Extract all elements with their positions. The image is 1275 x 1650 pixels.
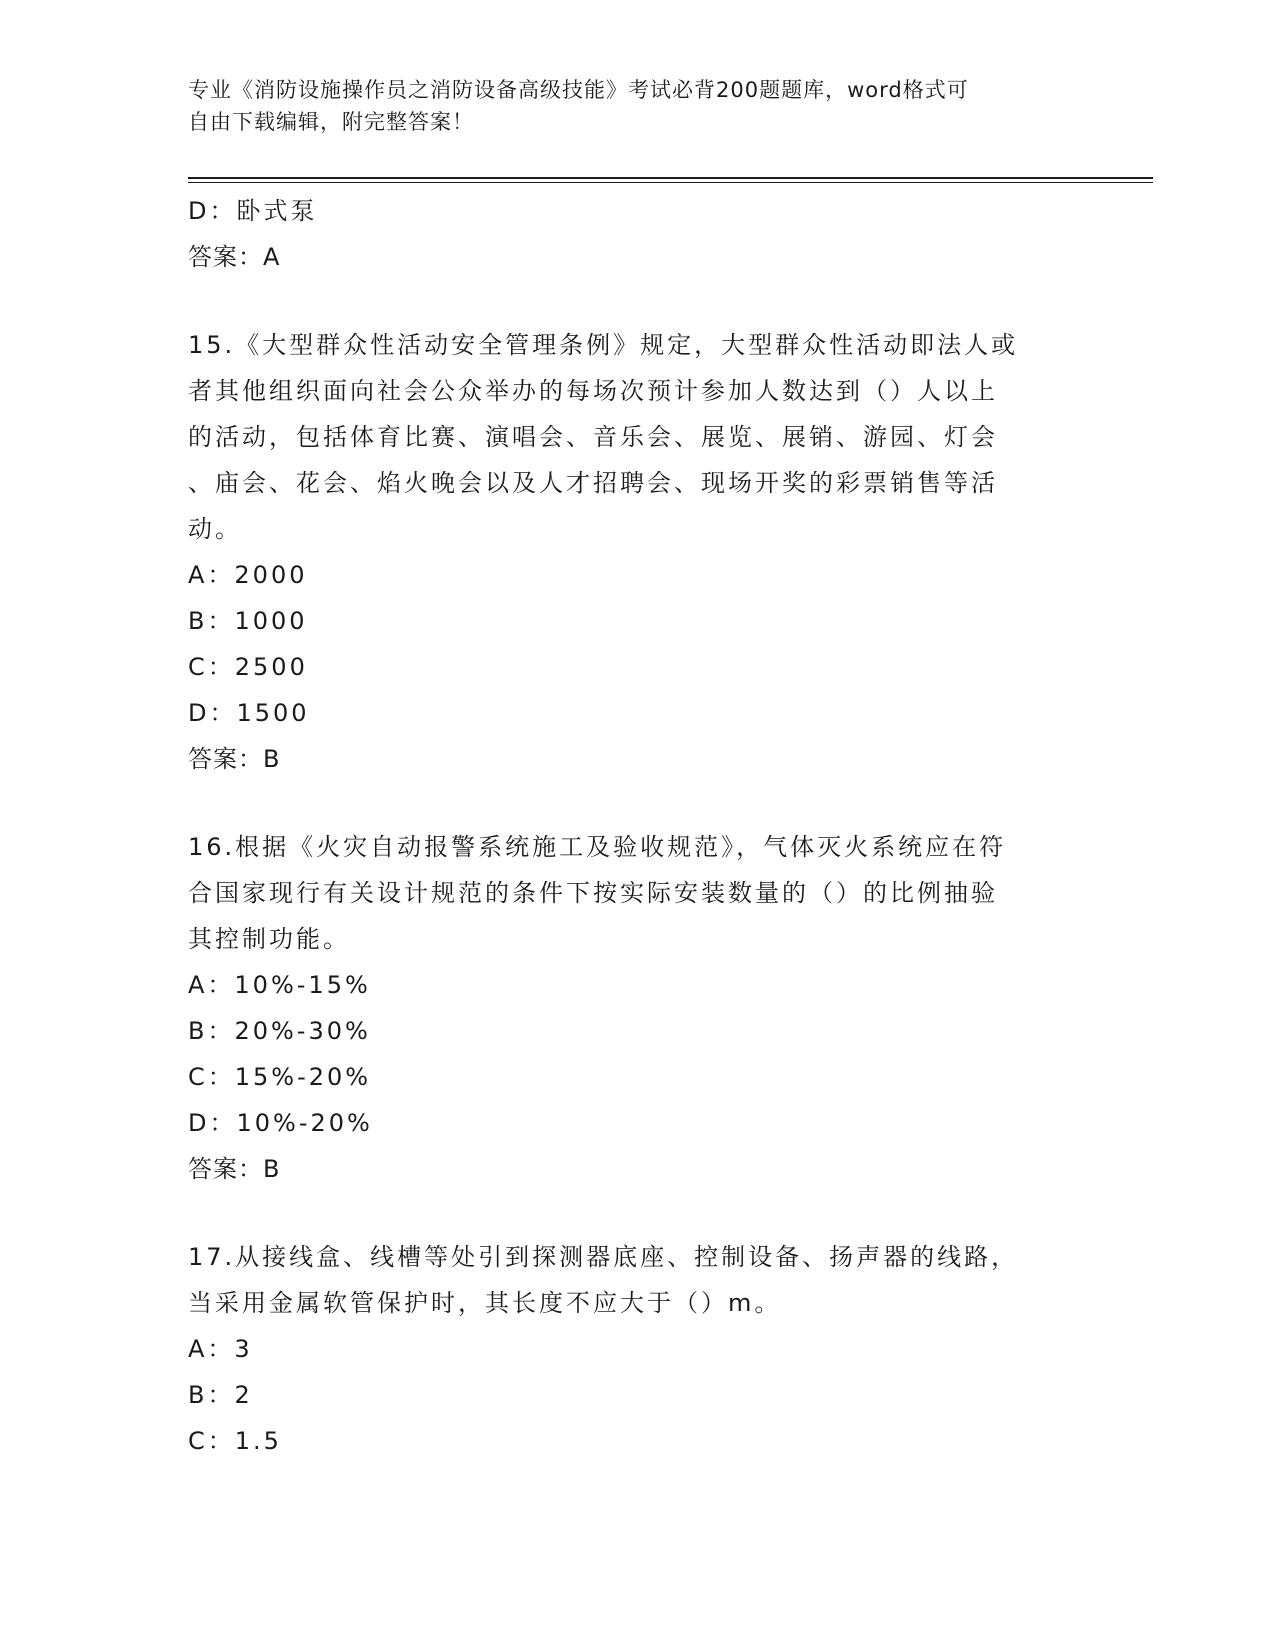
answer: 答案：B [188, 1155, 281, 1183]
prev-answer: 答案：A [188, 243, 281, 271]
option-c: C：1.5 [188, 1427, 282, 1455]
question-line: 当采用金属软管保护时，其长度不应大于（）m。 [188, 1289, 782, 1317]
document-content [188, 188, 1088, 1464]
question-line: 16.根据《火灾自动报警系统施工及验收规范》，气体灭火系统应在符 [188, 833, 1007, 861]
option-a: A：10%-15% [188, 971, 371, 999]
question-line: 其控制功能。 [188, 925, 350, 953]
option-d: D：10%-20% [188, 1109, 373, 1137]
question-17 [188, 1234, 1088, 1464]
page-header [188, 74, 1088, 138]
answer: 答案：B [188, 745, 281, 773]
question-line: 合国家现行有关设计规范的条件下按实际安装数量的（）的比例抽验 [188, 879, 998, 907]
spacer [188, 280, 1088, 322]
option-b: B：1000 [188, 607, 308, 635]
header-rule-thick [188, 177, 1153, 179]
header-rule-thin [188, 182, 1153, 183]
option-a: A：3 [188, 1335, 253, 1363]
question-15 [188, 322, 1088, 782]
spacer [188, 782, 1088, 824]
question-line: 者其他组织面向社会公众举办的每场次预计参加人数达到（）人以上 [188, 377, 998, 405]
option-a: A：2000 [188, 561, 308, 589]
header-line-2: 自由下载编辑，附完整答案！ [188, 110, 474, 134]
question-text [188, 824, 1088, 962]
option-d: D：1500 [188, 699, 310, 727]
option-c: C：2500 [188, 653, 308, 681]
spacer [188, 1192, 1088, 1234]
option-c: C：15%-20% [188, 1063, 372, 1091]
header-line-1: 专业《消防设施操作员之消防设备高级技能》考试必背200题题库，word格式可 [188, 78, 969, 102]
question-line: 17.从接线盒、线槽等处引到探测器底座、控制设备、扬声器的线路， [188, 1243, 1019, 1271]
question-text [188, 1234, 1088, 1326]
question-16 [188, 824, 1088, 1192]
option-b: B：20%-30% [188, 1017, 371, 1045]
prev-option-d: D：卧式泵 [188, 197, 318, 225]
option-b: B：2 [188, 1381, 253, 1409]
question-line: 、庙会、花会、焰火晚会以及人才招聘会、现场开奖的彩票销售等活 [188, 469, 998, 497]
question-line: 的活动，包括体育比赛、演唱会、音乐会、展览、展销、游园、灯会 [188, 423, 998, 451]
question-line: 动。 [188, 515, 242, 543]
question-line: 15.《大型群众性活动安全管理条例》规定，大型群众性活动即法人或 [188, 331, 1019, 359]
question-text [188, 322, 1088, 552]
